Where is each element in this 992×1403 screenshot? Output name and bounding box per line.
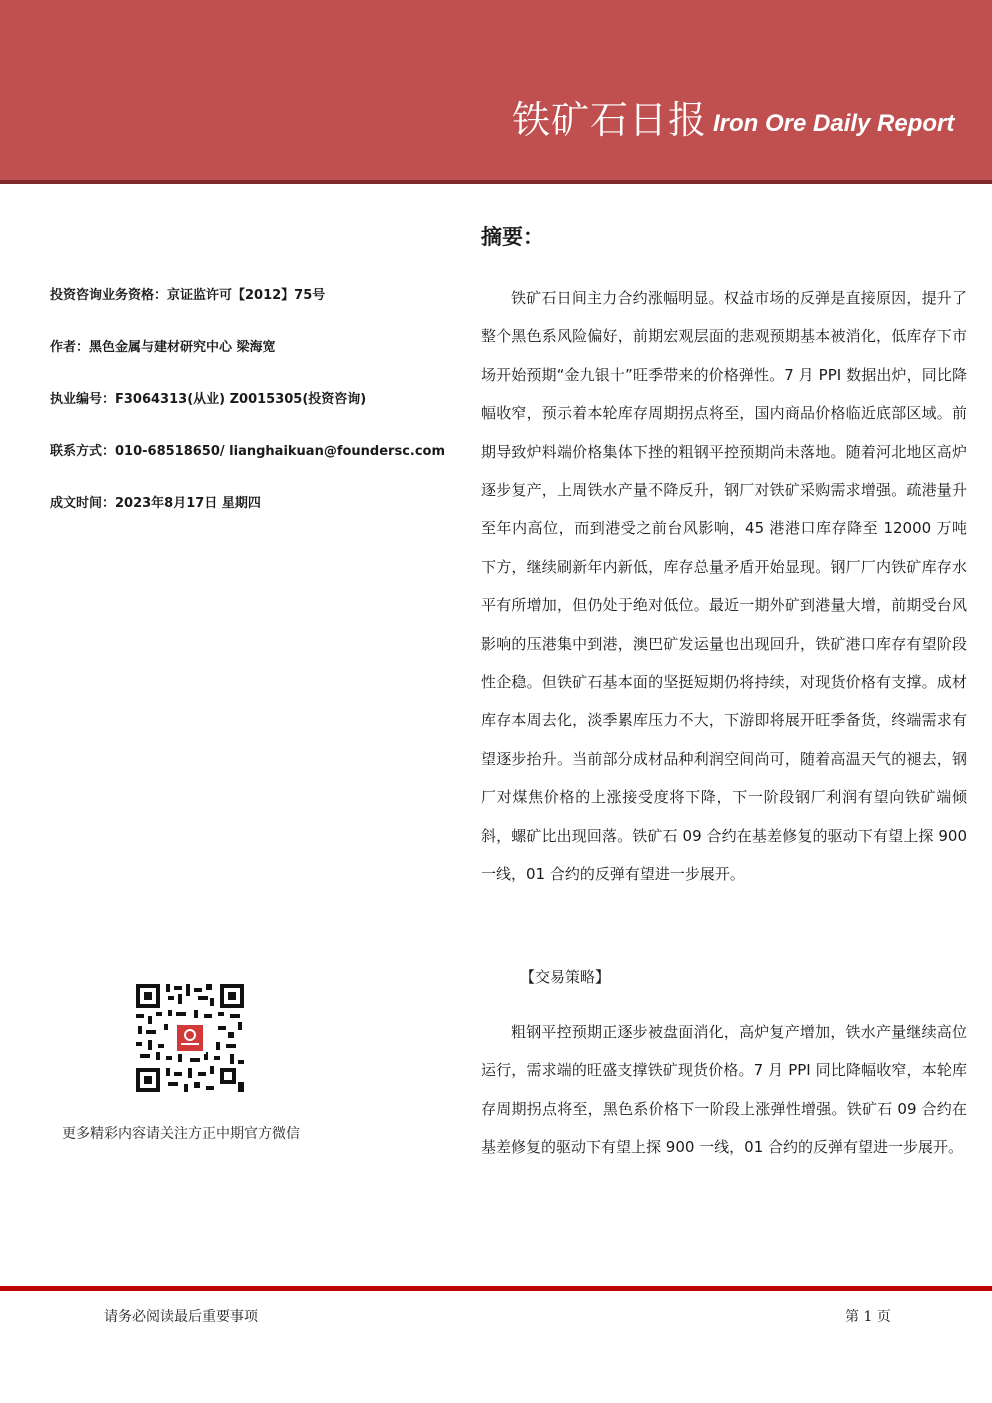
footer-notice: 请务必阅读最后重要事项 <box>104 1309 258 1325</box>
author-line: 作者：黑色金属与建材研究中心 梁海宽 <box>50 340 276 355</box>
date-line: 成文时间：2023年8月17日 星期四 <box>50 496 261 511</box>
header-banner <box>0 0 992 184</box>
summary-heading: 摘要： <box>481 225 544 249</box>
strategy-paragraph: 粗钢平控预期正逐步被盘面消化，高炉复产增加，铁水产量继续高位运行，需求端的旺盛支撑铁矿现货价格。7 月 PPI 同比降幅收窄，本轮库存周期拐点将至，黑色系价格下一阶段上涨弹性增强。铁矿石 09 合约在基差修复的驱动下有望上探 900 一线，01 合约的反弹有望进一步展开。 <box>481 1023 967 1157</box>
report-meta <box>50 285 470 545</box>
license-no-line: 执业编号：F3064313(从业) Z0015305(投资咨询) <box>50 392 367 407</box>
report-title-cn: 铁矿石日报 <box>512 98 708 142</box>
contact-line: 联系方式：010-68518650/ lianghaikuan@foundersc.com <box>50 444 446 459</box>
summary-paragraph: 铁矿石日间主力合约涨幅明显。权益市场的反弹是直接原因，提升了整个黑色系风险偏好，前期宏观层面的悲观预期基本被消化，低库存下市场开始预期“金九银十”旺季带来的价格弹性。7 月 PPI 数据出炉，同比降幅收窄，预示着本轮库存周期拐点将至，国内商品价格临近底部区域。前期导致炉料端价格集体下挫的粗钢平控预期尚未落地。随着河北地区高炉逐步复产，上周铁水产量不降反升，钢厂对铁矿采购需求增强。疏港量升至年内高位，而到港受之前台风影响，45 港港口库存降至 12000 万吨下方，继续刷新年内新低，库存总量矛盾开始显现。钢厂厂内铁矿库存水平有所增加，但仍处于绝对低位。最近一期外矿到港量大增，前期受台风影响的压港集中到港，澳巴矿发运量也出现回升，铁矿港口库存有望阶段性企稳。但铁矿石基本面的坚挺短期仍将持续，对现货价格有支撑。成材库存本周去化，淡季累库压力不大，下游即将展开旺季备货，终端需求有望逐步抬升。当前部分成材品种利润空间尚可，随着高温天气的褪去，钢厂对煤焦价格的上涨接受度将下降，下一阶段钢厂利润有望向铁矿端倾斜，螺矿比出现回落。铁矿石 09 合约在基差修复的驱动下有望上探 900 一线，01 合约的反弹有望进一步展开。 <box>481 289 967 884</box>
report-title-en: Iron Ore Daily Report <box>713 110 955 137</box>
footer-divider <box>0 1286 992 1291</box>
qr-code-icon <box>134 982 246 1094</box>
strategy-heading: 【交易策略】 <box>520 968 611 986</box>
page-number: 第 1 页 <box>845 1309 891 1325</box>
qr-caption: 更多精彩内容请关注方正中期官方微信 <box>62 1126 300 1142</box>
license-line: 投资咨询业务资格：京证监许可【2012】75号 <box>50 288 326 303</box>
